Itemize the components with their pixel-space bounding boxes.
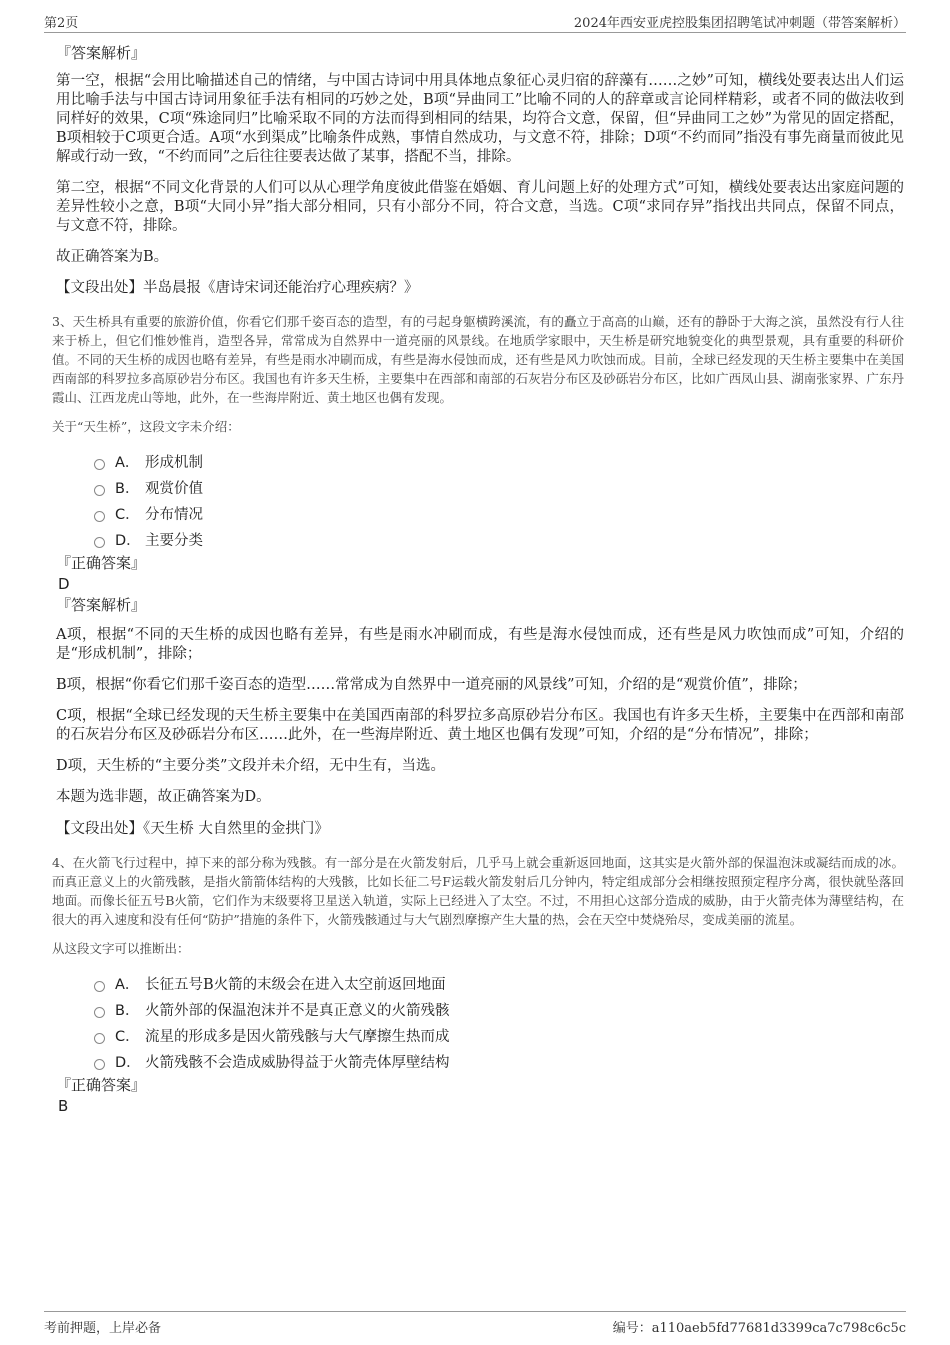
radio-button[interactable] — [94, 511, 105, 522]
page-header — [44, 10, 906, 33]
option-a[interactable]: A． 形成机制 — [94, 448, 904, 474]
correct-answer-label: 『正确答案』 — [56, 554, 147, 572]
document-body — [52, 42, 904, 1116]
document-title: 2024年西安亚虎控股集团招聘笔试冲刺题（带答案解析） — [573, 16, 906, 31]
radio-button[interactable] — [94, 981, 105, 992]
source-citation: 【文段出处】半岛晨报《唐诗宋词还能治疗心理疾病？》 — [56, 280, 419, 296]
options-list — [56, 448, 904, 552]
source-citation: 【文段出处】《天生桥 大自然里的金拱门》 — [56, 821, 329, 837]
correct-answer: D — [58, 575, 70, 593]
analysis-paragraph: C项，根据“全球已经发现的天生桥主要集中在美国西南部的科罗拉多高原砂岩分布区。我国也有许多天生桥，主要集中在西部和南部的石灰岩分布区及砂砾岩分布区……此外，在一些海岸附近、黄土地区也偶有发现”可知，介绍的是“分布情况”，排除； — [56, 708, 904, 743]
analysis-paragraph: A项，根据“不同的天生桥的成因也略有差异，有些是雨水冲刷而成，有些是海水侵蚀而成，还有些是风力吹蚀而成”可知，介绍的是“形成机制”，排除； — [56, 627, 904, 662]
radio-button[interactable] — [94, 1007, 105, 1018]
analysis-label: 『答案解析』 — [56, 44, 147, 62]
answer-statement: 故正确答案为B。 — [56, 249, 169, 265]
options-list — [56, 970, 904, 1074]
footer-slogan: 考前押题，上岸必备 — [44, 1321, 162, 1336]
question-passage: 3、天生桥具有重要的旅游价值，你看它们那千姿百态的造型，有的弓起身躯横跨溪流，有的矗立于高高的山巅，还有的静卧于大海之滨，虽然没有行人往来于桥上，但它们惟妙惟肖，造型各异，常常成为自然界中一道亮丽的风景线。在地质学家眼中，天生桥是研究地貌变化的典型景观，具有重要的科研价值。不同的天生桥的成因也略有差异，有些是雨水冲刷而成，有些是海水侵蚀而成，还有些是风力吹蚀而成。目前，全球已经发现的天生桥主要集中在美国西南部的科罗拉多高原砂岩分布区。我国也有许多天生桥，主要集中在西部和南部的石灰岩分布区及砂砾岩分布区，比如广西凤山县、湖南张家界、广东丹霞山、江西龙虎山等地，此外，在一些海岸附近、黄土地区也偶有发现。 — [52, 314, 904, 405]
analysis-paragraph: 第二空，根据“不同文化背景的人们可以从心理学角度彼此借鉴在婚姻、育儿问题上好的处理方式”可知，横线处要表达出家庭问题的差异性较小之意，B项“大同小异”指大部分相同，只有小部分不同，符合文意，当选。C项“求同存异”指找出共同点，保留不同点，与文意不符，排除。 — [56, 180, 904, 234]
radio-button[interactable] — [94, 485, 105, 496]
document-id: 编号：a110aeb5fd77681d3399ca7c798c6c5c — [612, 1321, 906, 1336]
analysis-paragraph: B项，根据“你看它们那千姿百态的造型……常常成为自然界中一道亮丽的风景线”可知，介绍的是“观赏价值”，排除； — [56, 677, 807, 693]
page-number: 第2页 — [44, 16, 79, 31]
option-b[interactable]: B． 火箭外部的保温泡沫并不是真正意义的火箭残骸 — [94, 996, 904, 1022]
option-c[interactable]: C． 分布情况 — [94, 500, 904, 526]
option-c[interactable]: C． 流星的形成多是因火箭残骸与大气摩擦生热而成 — [94, 1022, 904, 1048]
question-stem: 关于“天生桥”，这段文字未介绍： — [52, 419, 240, 434]
option-d[interactable]: D． 主要分类 — [94, 526, 904, 552]
radio-button[interactable] — [94, 459, 105, 470]
radio-button[interactable] — [94, 1059, 105, 1070]
analysis-paragraph: D项，天生桥的“主要分类”文段并未介绍，无中生有，当选。 — [56, 758, 445, 774]
option-b[interactable]: B． 观赏价值 — [94, 474, 904, 500]
correct-answer: B — [58, 1097, 69, 1115]
option-a[interactable]: A． 长征五号B火箭的末级会在进入太空前返回地面 — [94, 970, 904, 996]
question-stem: 从这段文字可以推断出： — [52, 941, 190, 956]
analysis-label: 『答案解析』 — [56, 596, 147, 614]
question-passage: 4、在火箭飞行过程中，掉下来的部分称为残骸。有一部分是在火箭发射后，几乎马上就会重新返回地面，这其实是火箭外部的保温泡沫或凝结而成的冰。而真正意义上的火箭残骸，是指火箭箭体结构的大残骸，比如长征二号F运载火箭发射后几分钟内，特定组成部分会相继按照预定程序分离，很快就坠落回地面。而像长征五号B火箭，它们作为末级要将卫星送入轨道，实际上已经进入了太空。不过，不用担心这部分造成的威胁，由于火箭壳体为薄壁结构，在很大的再入速度和没有任何“防护”措施的条件下，火箭残骸通过与大气剧烈摩擦产生大量的热，会在天空中焚烧殆尽，变成美丽的流星。 — [52, 855, 904, 927]
answer-statement: 本题为选非题，故正确答案为D。 — [56, 789, 271, 805]
analysis-paragraph: 第一空，根据“会用比喻描述自己的情绪，与中国古诗词中用具体地点象征心灵归宿的辞藻有……之妙”可知，横线处要表达出人们运用比喻手法与中国古诗词用象征手法有相同的巧妙之处，B项“异曲同工”比喻不同的人的辞章或言论同样精彩，或者不同的做法收到同样好的效果，C项“殊途同归”比喻采取不同的方法而得到相同的结果，均符合文意，保留，但“异曲同工之妙”为常见的固定搭配，B项相较于C项更合适。A项“水到渠成”比喻条件成熟，事情自然成功，与文意不符，排除；D项“不约而同”指没有事先商量而彼此见解或行动一致，“不约而同”之后往往要表达做了某事，搭配不当，排除。 — [56, 73, 904, 165]
radio-button[interactable] — [94, 537, 105, 548]
option-d[interactable]: D． 火箭残骸不会造成威胁得益于火箭壳体厚壁结构 — [94, 1048, 904, 1074]
radio-button[interactable] — [94, 1033, 105, 1044]
correct-answer-label: 『正确答案』 — [56, 1076, 147, 1094]
page-footer — [44, 1311, 906, 1336]
